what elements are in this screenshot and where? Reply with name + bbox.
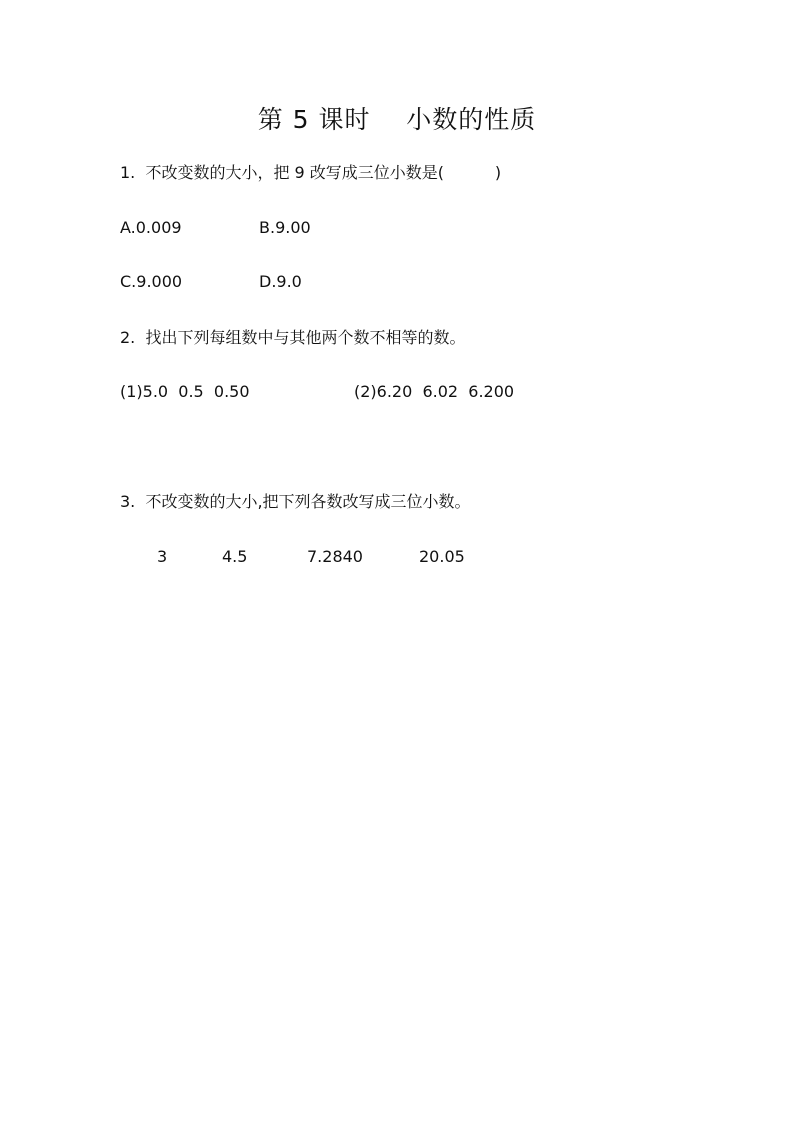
question-1-option-a: A.0.009	[120, 218, 182, 237]
question-3-stem: 3. 不改变数的大小,把下列各数改写成三位小数。	[120, 492, 471, 511]
question-3-number: 7.2840	[307, 547, 363, 566]
question-2-group-2: (2)6.20 6.02 6.200	[354, 382, 515, 401]
question-3-number: 3	[157, 547, 168, 566]
question-1-option-b: B.9.00	[259, 218, 311, 237]
question-2-stem: 2. 找出下列每组数中与其他两个数不相等的数。	[120, 328, 466, 347]
question-2-group-1: (1)5.0 0.5 0.50	[120, 382, 250, 401]
question-3-number: 4.5	[222, 547, 248, 566]
question-1-stem: 1. 不改变数的大小，把 9 改写成三位小数是( )	[120, 163, 502, 182]
question-3-number: 20.05	[419, 547, 465, 566]
question-1-option-d: D.9.0	[259, 272, 302, 291]
question-1-option-c: C.9.000	[120, 272, 183, 291]
page-title: 第 5 课时 小数的性质	[257, 105, 537, 134]
